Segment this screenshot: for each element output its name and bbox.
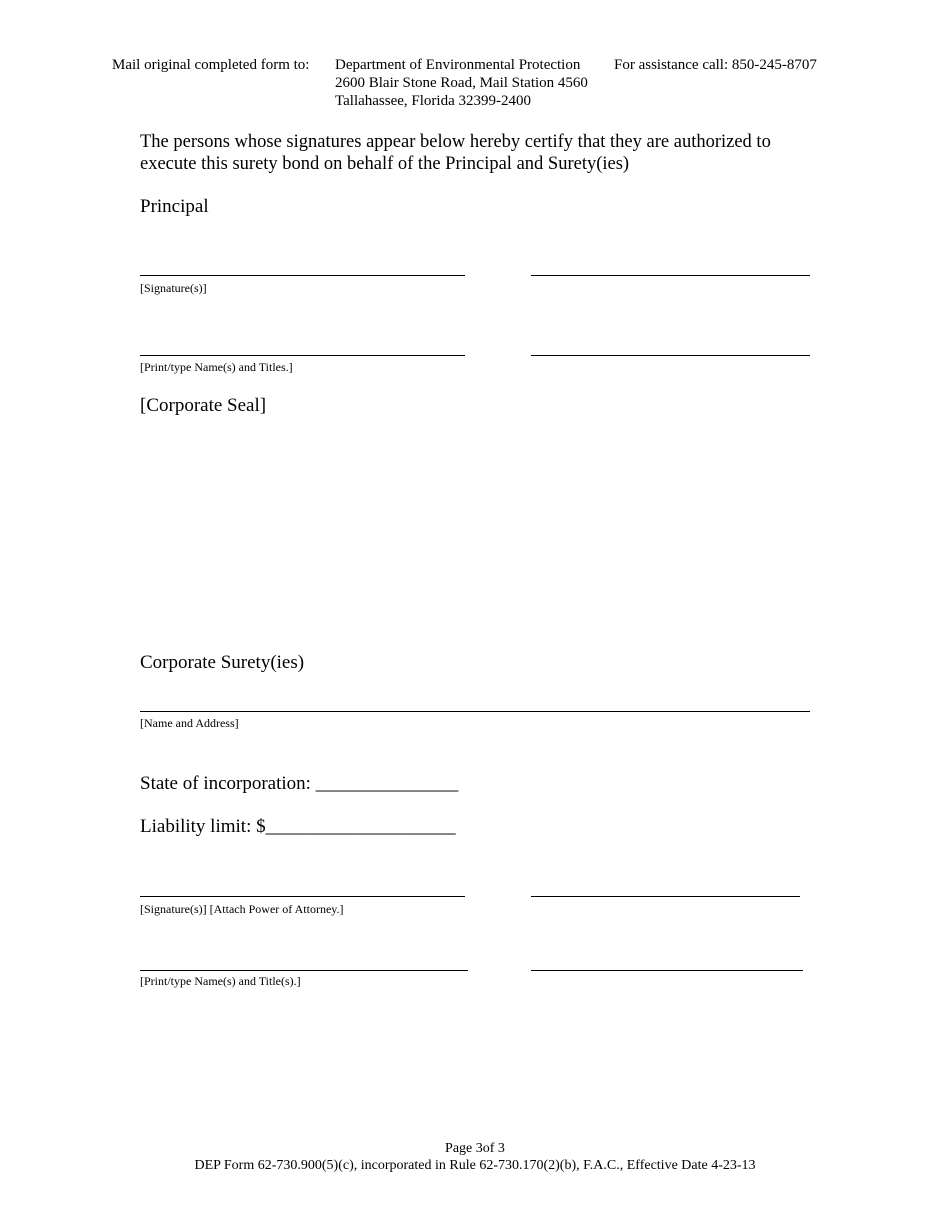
certification-line-2: execute this surety bond on behalf of the Principal and Surety(ies) bbox=[140, 154, 630, 174]
surety-signature-line-2[interactable] bbox=[531, 896, 800, 897]
certification-line-1: The persons whose signatures appear below hereby certify that they are authorized to bbox=[140, 132, 771, 152]
principal-heading: Principal bbox=[140, 196, 209, 217]
corporate-seal-label: [Corporate Seal] bbox=[140, 395, 267, 416]
principal-name-line-2[interactable] bbox=[531, 355, 810, 356]
principal-signature-label: [Signature(s)] bbox=[140, 281, 207, 295]
liability-limit-field[interactable]: Liability limit: $____________________ bbox=[140, 816, 456, 837]
surety-name-label: [Print/type Name(s) and Title(s).] bbox=[140, 974, 301, 988]
form-citation: DEP Form 62-730.900(5)(c), incorporated in Rule 62-730.170(2)(b), F.A.C., Effective Date 4-23-13 bbox=[194, 1158, 756, 1173]
principal-signature-line-1[interactable] bbox=[140, 275, 465, 276]
surety-name-line-1[interactable] bbox=[140, 970, 468, 971]
surety-heading: Corporate Surety(ies) bbox=[140, 652, 305, 673]
surety-name-line-2[interactable] bbox=[531, 970, 803, 971]
principal-name-label: [Print/type Name(s) and Titles.] bbox=[140, 360, 293, 374]
state-of-incorporation-field[interactable]: State of incorporation: _______________ bbox=[140, 773, 459, 794]
address-line-2: 2600 Blair Stone Road, Mail Station 4560 bbox=[335, 75, 588, 91]
address-line-3: Tallahassee, Florida 32399-2400 bbox=[335, 93, 531, 109]
principal-name-line-1[interactable] bbox=[140, 355, 465, 356]
surety-signature-line-1[interactable] bbox=[140, 896, 465, 897]
address-line-1: Department of Environmental Protection bbox=[335, 57, 581, 73]
surety-name-address-line[interactable] bbox=[140, 711, 810, 712]
mail-to-label: Mail original completed form to: bbox=[112, 57, 310, 73]
surety-name-address-label: [Name and Address] bbox=[140, 716, 239, 730]
page-number: Page 3of 3 bbox=[445, 1141, 505, 1156]
principal-signature-line-2[interactable] bbox=[531, 275, 810, 276]
assistance-phone: For assistance call: 850-245-8707 bbox=[614, 57, 817, 73]
surety-signature-label: [Signature(s)] [Attach Power of Attorney.] bbox=[140, 902, 344, 916]
